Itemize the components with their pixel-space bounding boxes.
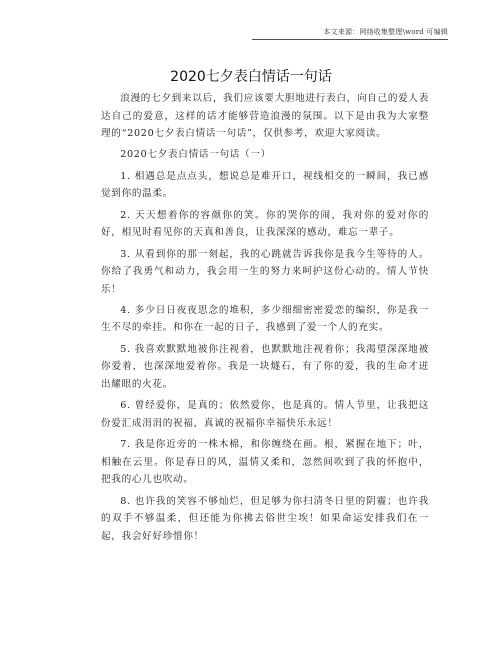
list-item: 7. 我是你近旁的一株木棉，和你缠绕在画。根，紧握在地下；叶，相触在云里。你是春日的风，温情又柔和，忽然间吹到了我的怀抱中，把我的心儿也吹动。 [101, 439, 429, 486]
source-note: 本文来源：网络收集整理\word 可编辑 [323, 28, 448, 36]
list-item: 4. 多少日日夜夜思念的堆积，多少细细密密爱恋的编织，你是我一生不尽的牵挂。和你在一起的日子，我感到了爱一个人的充实。 [101, 304, 429, 334]
document-body [101, 90, 429, 549]
intro-paragraph: 浪漫的七夕到来以后，我们应该要大胆地进行表白，向自己的爱人表达自己的爱意，这样的话才能够营造浪漫的氛围。以下是由我为大家整理的“2020七夕表白情话一句话”，仅供参考，欢迎大家阅读。 [101, 93, 429, 139]
list-item: 5. 我喜欢默默地被你注视着，也默默地注视着你；我渴望深深地被你爱着，也深深地爱着你。我是一块燧石，有了你的爱，我的生命才迸出耀眼的火花。 [101, 343, 429, 390]
list-item: 6. 曾经爱你，是真的；依然爱你，也是真的。情人节里，让我把这份爱汇成涓涓的祝福，真诚的祝福你幸福快乐永远！ [101, 400, 429, 429]
list-item: 3. 从看到你的那一刻起，我的心跳就告诉我你是我今生等待的人。你给了我勇气和动力，我会用一生的努力来呵护这份心动的。情人节快乐！ [101, 248, 429, 295]
section-heading: 2020七夕表白情话一句话（一） [120, 149, 271, 161]
list-item: 2. 天天想着你的容颜你的笑。你的哭你的闹，我对你的爱对你的好，相见时看见你的天真和善良，让我深深的感动，难忘一辈子。 [101, 209, 429, 239]
header-divider [252, 39, 448, 40]
list-item: 1. 相遇总是点点头，想说总是难开口，视线相交的一瞬间，我已感觉到你的温柔。 [101, 170, 429, 200]
document-title: 2020七夕表白情话一句话 [170, 69, 332, 85]
list-item: 8. 也许我的笑容不够灿烂，但足够为你扫清冬日里的阴霾；也许我的双手不够温柔，但还能为你拂去俗世尘埃！如果命运安排我们在一起，我会好好珍惜你！ [101, 495, 429, 542]
